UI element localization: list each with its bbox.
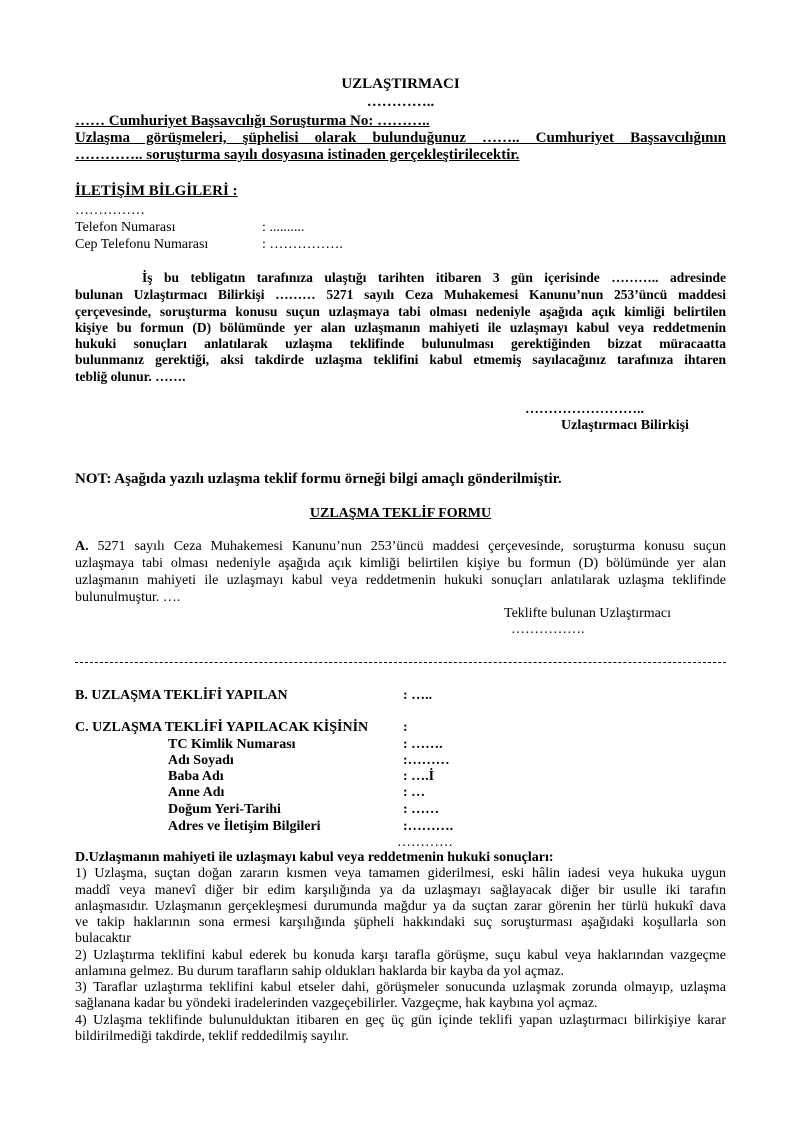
section-d-p1-line-3: anlaşmasıdır. Uzlaşmanın gerçekleşmesi durumunda mağdur ya da suçtan zarar görenin her türlü hukukî dava [75,899,726,914]
section-d-p4-last: bildirilmediği takdirde, teklif reddedilmiş sayılır. [75,1029,349,1044]
section-d-p3-last: sağlanana kadar bu yöndeki iradelerinden vazgeçebilirler. Vazgeçme, hak kaybına yol açmaz. [75,996,598,1011]
notice-line-3: çerçevesinde, soruşturma konusu suçun uzlaşmaya tabi olması nedeniyle aşağıda açık kimliği belirtilen [75,304,726,319]
field-tc-value: : ……. [403,737,443,752]
field-father-label: Baba Adı [168,769,224,784]
field-birth-label: Doğum Yeri-Tarihi [168,802,281,817]
note-text: NOT: Aşağıda yazılı uzlaşma teklif formu örneği bilgi amaçlı gönderilmiştir. [75,471,562,487]
section-d-p1-line-4: ve takip haklarının sona ermesi karşılığında şüpheli hakkındaki suç soruşturması aşağıdaki koşullarla son [75,915,726,930]
field-address-value: :………. [403,819,454,834]
section-a-line-1 [75,539,726,555]
notice-line-1: İş bu tebligatın tarafınıza ulaştığı tarihten itibaren 3 gün içerisinde ……….. adresinde [142,270,726,285]
section-a-line-4: bulunulmuştur. …. [75,590,181,605]
section-d-p4-line-1: 4) Uzlaşma teklifinde bulunulduktan itibaren en geç üç gün içinde teklifi yapan uzlaştırmacı bilirkişiye karar [75,1013,726,1028]
offered-by-dots: ……………. [511,622,585,637]
section-a-prefix: A. [75,539,89,554]
header-line-2: Uzlaşma görüşmeleri, şüphelisi olarak bulunduğunuz …….. Cumhuriyet Başsavcılığının [75,130,726,146]
header-line-1: …… Cumhuriyet Başsavcılığı Soruşturma No: ……….. [75,113,430,129]
signature-dots: …………………….. [525,402,644,417]
notice-line-4: kişiye bu formun (D) bölümünde yer alan uzlaşmanın mahiyeti ile uzlaşmayı kabul veya reddetmenin [75,320,726,335]
section-d-p1-line-1: 1) Uzlaşma, suçtan doğan zararın kısmen veya tamamen giderilmesi, eski hâlin iadesi veya hukuka uygun [75,866,726,881]
field-mother-value: : … [403,785,426,800]
form-title: UZLAŞMA TEKLİF FORMU [309,506,492,521]
section-d-p3-line-1: 3) Taraflar uzlaştırma teklifini kabul etseler dahi, görüşmeler sonucunda uzlaşmak zorunda olmayıp, uzlaşma [75,980,726,995]
contact-name: …………… [75,203,145,218]
section-a-line-2: uzlaşmaya tabi olması nedeniyle aşağıda açık kimliği belirtilen kişiye bu formun (D) bölümünde yer alan [75,556,726,571]
document-title: UZLAŞTIRMACI [341,76,460,92]
field-name-label: Adı Soyadı [168,753,234,768]
phone-value: : .......... [262,220,305,235]
section-b-label: B. UZLAŞMA TEKLİFİ YAPILAN [75,688,288,703]
notice-line-5: hukuki sonuçları anlatılarak uzlaşma teklifinde bulunulması gerektiğinden bizzat müracaatta [75,336,726,351]
contact-heading: İLETİŞİM BİLGİLERİ : [75,183,238,199]
section-d-p2-line-1: 2) Uzlaştırma teklifini kabul ederek bu konuda karşı tarafla görüşme, suçu kabul veya haklarından vazgeçme [75,948,726,963]
notice-line-6: bulunmanız gerektiği, aksi takdirde uzlaşma teklifini kabul etmemiş sayılacağınız tarafınıza ihtaren [75,352,726,367]
section-c-colon: : [403,720,408,735]
section-d-p1-line-2: maddî veya manevî diğer bir edim karşılığında ya da uzlaşmayı sağlayacak diğer bir usulle iki tarafın [75,883,726,898]
field-address-label: Adres ve İletişim Bilgileri [168,819,321,834]
title-dots: ………….. [366,94,435,110]
signature-role: Uzlaştırmacı Bilirkişi [561,418,689,433]
section-c-trailing-dots: ………… [397,835,453,850]
section-a-line-3: uzlaşmanın mahiyeti ile uzlaşmayı kabul veya reddetmenin hukuki sonuçları anlatılarak uzlaşma teklifinde [75,573,726,588]
field-birth-value: : …… [403,802,440,817]
phone-label: Telefon Numarası [75,220,176,235]
offered-by-label: Teklifte bulunan Uzlaştırmacı [504,606,671,621]
section-b-value: : ….. [403,688,433,703]
section-d-p1-last: bulacaktır [75,931,131,946]
notice-last-line: tebliğ olunur. ……. [75,369,186,384]
section-d-heading: D.Uzlaşmanın mahiyeti ile uzlaşmayı kabul veya reddetmenin hukuki sonuçları: [75,850,554,865]
mobile-label: Cep Telefonu Numarası [75,237,209,252]
section-c-label: C. UZLAŞMA TEKLİFİ YAPILACAK KİŞİNİN [75,720,369,735]
section-a-text-1: 5271 sayılı Ceza Muhakemesi Kanunu’nun 253’üncü maddesi çerçevesinde, soruşturma konusu suçun [88,539,726,554]
mobile-value: : ……………. [262,237,343,252]
notice-line-2: bulunan Uzlaştırmacı Bilirkişi ……… 5271 sayılı Ceza Muhakemesi Kanunu’nun 253’üncü maddesi [75,287,726,302]
field-name-value: :……… [403,753,450,768]
field-tc-label: TC Kimlik Numarası [168,737,296,752]
field-father-value: : ….İ [403,769,435,784]
field-mother-label: Anne Adı [168,785,225,800]
header-line-3: ………….. soruşturma sayılı dosyasına istinaden gerçekleştirilecektir. [75,147,520,163]
dashed-separator [75,662,726,663]
section-d-p2-last: anlamına gelmez. Bu durum tarafların sahip oldukları haklarda bir kayba da yol açmaz. [75,964,565,979]
